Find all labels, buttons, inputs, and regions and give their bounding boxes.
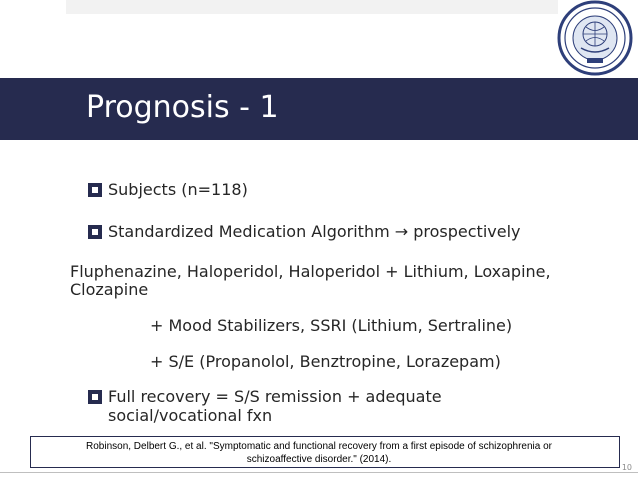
meds-side-effects: + S/E (Propanolol, Benztropine, Lorazepam) [150, 352, 501, 371]
meds-line-2: Clozapine [70, 280, 149, 299]
university-seal-icon [553, 0, 637, 76]
top-decorative-band [66, 0, 558, 14]
bullet-recovery-line-2: social/vocational fxn [108, 406, 273, 425]
bullet-subjects: Subjects (n=118) [108, 180, 248, 199]
meds-line-1: Fluphenazine, Haloperidol, Haloperidol + Lithium, Loxapine, [70, 262, 551, 281]
bullet-recovery-line-1: Full recovery = S/S remission + adequate [108, 387, 442, 406]
citation [0, 440, 638, 466]
square-bullet-icon [88, 225, 102, 239]
meds-mood-stabilizers: + Mood Stabilizers, SSRI (Lithium, Sertraline) [150, 316, 513, 335]
page-number: 10 [621, 463, 632, 472]
footer-rule [0, 472, 638, 473]
square-bullet-icon [88, 390, 102, 404]
citation-line-2: schizoaffective disorder." (2014). [246, 454, 392, 465]
citation-line-1: Robinson, Delbert G., et al. "Symptomatic and functional recovery from a first episode of schizophrenia or [86, 441, 552, 452]
bullet-algorithm: Standardized Medication Algorithm → prospectively [108, 222, 521, 241]
slide-title: Prognosis - 1 [86, 90, 279, 125]
square-bullet-icon [88, 183, 102, 197]
